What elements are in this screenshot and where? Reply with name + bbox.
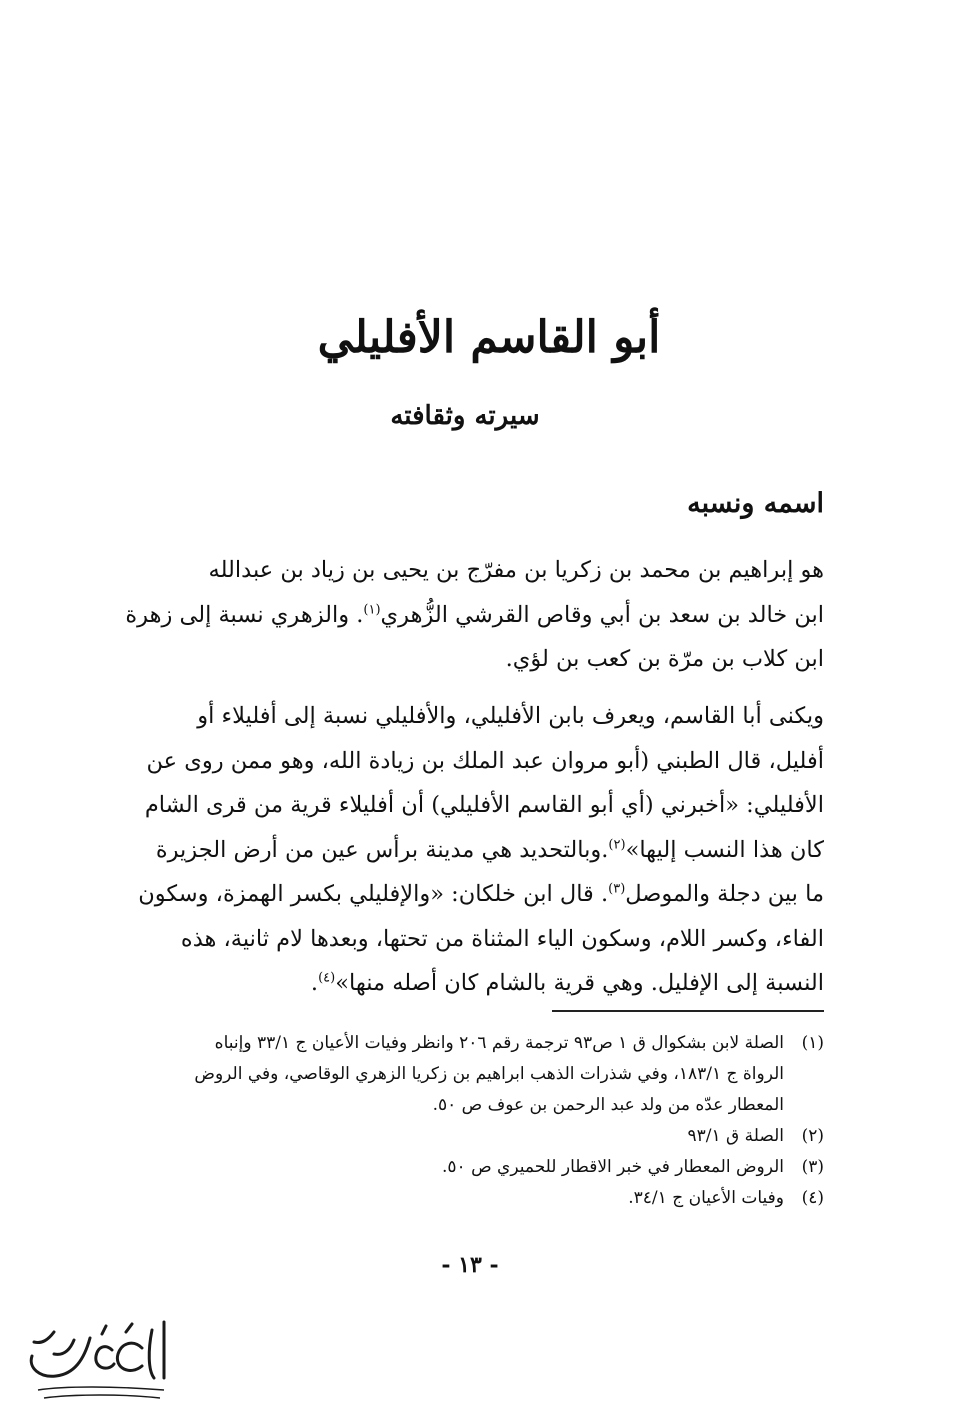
calligraphy-stamp-icon <box>14 1310 174 1410</box>
footnote-3 <box>124 1152 824 1183</box>
paragraph-line-text: . والزهري نسبة إلى زهرة <box>125 601 364 628</box>
footnote-number: (١) <box>801 1033 824 1053</box>
page-title: أبو القاسم الأفليلي <box>317 312 661 363</box>
footnote-number: (٤) <box>801 1188 824 1208</box>
paragraph-line-text: . قال ابن خلكان: «والإفليلي بكسر الهمزة، وسكون <box>138 881 609 907</box>
page-number: - ١٣ - <box>441 1252 499 1278</box>
paragraph-line <box>124 828 824 873</box>
paragraph-2 <box>124 694 824 1006</box>
footnote-number: (٢) <box>801 1126 824 1146</box>
paragraph-line-text: ابن خالد بن سعد بن أبي وقاص القرشي الزُّهري <box>380 601 824 628</box>
footnote-number: (٣) <box>801 1157 824 1177</box>
footnote-line: الرواة ج ١٨٣/١، وفي شذرات الذهب ابراهيم بن زكريا الزهري الوقاصي، وفي الروض <box>194 1064 784 1084</box>
paragraph-line <box>124 872 824 917</box>
paragraph-line-text: كان هذا النسب إليها» <box>625 836 824 863</box>
footnote-ref[interactable]: (١) <box>363 602 381 617</box>
paragraph-line-text: ما بين دجلة والموصل <box>625 881 824 907</box>
footnote-2 <box>124 1121 824 1152</box>
paragraph-line: ابن كلاب بن مرّة بن كعب بن لؤي. <box>505 646 824 672</box>
paragraph-line: الفاء، وكسر اللام، وسكون الياء المثناة من تحتها، وبعدها لام ثانية، هذه <box>180 925 824 952</box>
footnote-divider <box>552 1010 824 1012</box>
paragraph-line: هو إبراهيم بن محمد بن زكريا بن مفرّج بن يحيى بن زياد بن عبدالله <box>208 557 824 583</box>
footnote-line: المعطار عدّه من ولد عبد الرحمن بن عوف ص ٥٠. <box>432 1095 784 1115</box>
paragraph-line <box>124 961 824 1006</box>
page-subtitle: سيرته وثقافته <box>390 401 540 431</box>
paragraph-line: أفليل، قال الطبني (أبو مروان عبد الملك بن زيادة الله، وهو ممن روى عن <box>146 747 824 774</box>
watermark-graphic <box>14 1310 174 1410</box>
footnote-1 <box>124 1028 824 1121</box>
paragraph-1 <box>124 548 824 682</box>
footnote-line: الصلة ق ٩٣/١ <box>687 1126 784 1146</box>
footnote-line: وفيات الأعيان ج ٣٤/١. <box>628 1188 784 1208</box>
footnote-4 <box>124 1183 824 1214</box>
footnote-ref[interactable]: (٢) <box>608 837 626 852</box>
paragraph-line: ويكنى أبا القاسم، ويعرف بابن الأفليلي، والأفليلي نسبة إلى أفليلاء أو <box>197 703 824 729</box>
paragraph-line: الأفليلي: «أخبرني (أي أبو القاسم الأفليلي) أن أفليلاء قرية من قرى الشام <box>144 792 824 818</box>
footnote-ref[interactable]: (٣) <box>608 881 626 897</box>
paragraph-line <box>124 593 824 638</box>
footnotes <box>124 1028 824 1214</box>
paragraph-line-text: النسبة إلى الإفليل. وهي قرية بالشام كان أصله منها» <box>335 970 824 996</box>
footnote-line: الروض المعطار في خبر الاقطار للحميري ص ٥٠. <box>442 1157 784 1177</box>
paragraph-line-text: . <box>310 970 319 996</box>
paragraph-line-text: .وبالتحديد هي مدينة برأس عين من أرض الجزيرة <box>155 836 609 863</box>
footnote-ref[interactable]: (٤) <box>318 970 336 986</box>
section-heading: اسمه ونسبه <box>687 488 824 519</box>
footnote-line: الصلة لابن بشكوال ق ١ ص٩٣ ترجمة رقم ٢٠٦ وانظر وفيات الأعيان ج ٣٣/١ وإنباه <box>214 1033 784 1053</box>
